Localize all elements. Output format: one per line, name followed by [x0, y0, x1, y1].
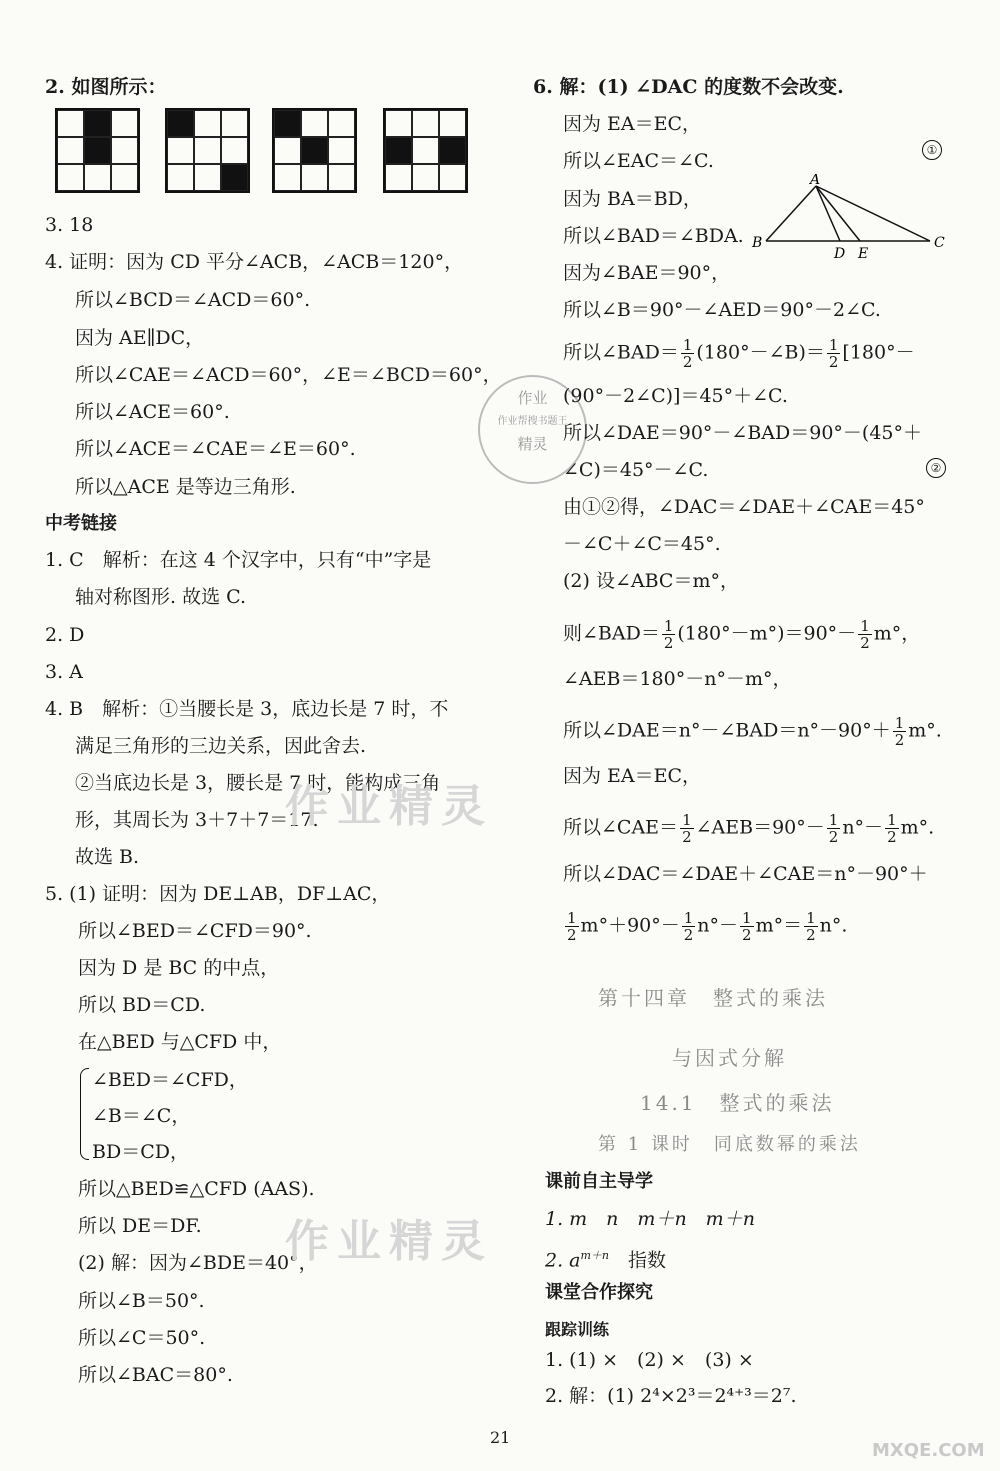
watermark: 作业精灵 — [285, 1216, 493, 1267]
q6-line: (90°－2∠C)]＝45°＋∠C. — [563, 385, 788, 407]
grid-figure-2 — [165, 108, 250, 193]
q4-line: 因为 AE∥DC， — [75, 327, 205, 349]
vertex-label: B — [752, 235, 763, 251]
vertex-label: A — [810, 174, 821, 188]
chapter-title: 第十四章 整式的乘法 — [598, 986, 828, 1010]
q6-line: 所以∠B＝90°－∠AED＝90°－2∠C. — [563, 299, 881, 321]
q5-line: 所以∠BED＝∠CFD＝90°. — [78, 920, 312, 942]
q6-line: 因为 EA＝EC， — [563, 113, 702, 135]
q6-formula: $\frac{1}{2}$ m°＋90°－ $\frac{1}{2}$ n°－ $\frac{1}{2}$ m°＝ $\frac{1}{2}$ n°. — [567, 909, 848, 944]
q6-line: (2) 设∠ABC＝m°， — [563, 570, 739, 592]
q6-formula: 所以∠CAE＝ $\frac{1}{2}$ ∠AEB＝90°－ $\frac{1}{2}$ n°－ $\frac{1}{2}$ m°. — [563, 811, 935, 846]
q5-line: 所以∠BAC＝80°. — [78, 1364, 233, 1386]
q6-line: 所以∠EAC＝∠C. — [563, 150, 714, 172]
q6-line: 所以∠DAE＝90°－∠BAD＝90°－(45°＋ — [563, 422, 923, 444]
lesson-title: 第 1 课时 同底数幂的乘法 — [598, 1134, 861, 1155]
marker-1: ① — [922, 140, 942, 160]
triangle-figure — [748, 174, 948, 264]
q3-answer: 3. 18 — [45, 214, 94, 236]
q4-line: 所以∠CAE＝∠ACD＝60°，∠E＝∠BCD＝60°， — [75, 364, 502, 386]
q2-label: 2. 如图所示： — [45, 76, 167, 98]
q6-line: 因为∠BAE＝90°， — [563, 262, 731, 284]
q4-line: 所以∠BCD＝∠ACD＝60°. — [75, 289, 311, 311]
zk-line: 2. D — [45, 624, 85, 646]
q5-line: ∠BED＝∠CFD， — [92, 1069, 248, 1091]
zk-section-title: 中考链接 — [45, 513, 117, 534]
vertex-label: D — [834, 246, 846, 262]
q6-formula: 则∠BAD＝ $\frac{1}{2}$ (180°－m°)＝90°－ $\frac{1}{2}$ m°， — [563, 617, 921, 652]
q5-line: ∠B＝∠C， — [92, 1105, 191, 1127]
section-title: 14.1 整式的乘法 — [640, 1091, 835, 1115]
q5-line: 所以 DE＝DF. — [78, 1215, 202, 1237]
zk-line: 轴对称图形. 故选 C. — [75, 586, 247, 608]
grid-figure-3 — [272, 108, 357, 193]
q4-line: 4. 证明：因为 CD 平分∠ACB，∠ACB＝120°， — [45, 251, 464, 273]
page-number: 21 — [490, 1428, 511, 1447]
q6-line: －∠C＋∠C＝45°. — [563, 533, 721, 555]
q4-line: 所以△ACE 是等边三角形. — [75, 476, 296, 498]
q5-line: (2) 解：因为∠BDE＝40°， — [78, 1252, 318, 1274]
vertex-label: C — [934, 235, 945, 251]
q6-line: 所以∠DAC＝∠DAE＋∠CAE＝n°－90°＋ — [563, 863, 928, 885]
track-title: 跟踪训练 — [545, 1320, 610, 1339]
pre-answer-1: 1. m n m＋n m＋n — [545, 1208, 755, 1230]
q5-line: 所以∠B＝50°. — [78, 1290, 205, 1312]
q6-line: 由①②得，∠DAC＝∠DAE＋∠CAE＝45° — [563, 496, 925, 518]
corner-watermark: MXQE.COM — [872, 1440, 985, 1461]
q5-line: 在△BED 与△CFD 中， — [78, 1031, 282, 1053]
grid-figure-1 — [55, 108, 140, 193]
zk-line: 3. A — [45, 661, 83, 683]
q6-line: ∠C)＝45°－∠C. — [563, 459, 709, 481]
track-answer-1: 1. (1) × (2) × (3) × — [545, 1349, 754, 1371]
q5-line: 所以△BED≌△CFD (AAS). — [78, 1178, 315, 1200]
q6-line: ∠AEB＝180°－n°－m°， — [563, 668, 792, 690]
grid-figure-4 — [383, 108, 468, 193]
q4-line: 所以∠ACE＝60°. — [75, 401, 230, 423]
q5-line: 所以 BD＝CD. — [78, 994, 206, 1016]
q6-line: 因为 EA＝EC， — [563, 765, 702, 787]
vertex-label: E — [858, 246, 869, 262]
zk-line: ②当底边长是 3，腰长是 7 时，能构成三角 — [75, 772, 441, 794]
pre-answer-2: 2. $a^{m+n}$ 指数 — [545, 1249, 667, 1272]
zk-line: 4. B 解析：①当腰长是 3，底边长是 7 时，不 — [45, 698, 449, 720]
q6-line: 6. 解：(1) ∠DAC 的度数不会改变. — [533, 76, 844, 98]
track-answer-2: 2. 解：(1) 2⁴×2³＝2⁴⁺³＝2⁷. — [545, 1385, 797, 1407]
marker-2: ② — [926, 458, 946, 478]
zk-line: 1. C 解析：在这 4 个汉字中，只有“中”字是 — [45, 549, 432, 571]
q6-formula: 所以∠DAE＝n°－∠BAD＝n°－90°＋ $\frac{1}{2}$ m°. — [563, 714, 942, 749]
q6-line: 因为 BA＝BD， — [563, 188, 702, 210]
q6-line: 所以∠BAD＝∠BDA. — [563, 225, 744, 247]
watermark: 作业精灵 — [285, 781, 493, 832]
q5-line: BD＝CD， — [92, 1141, 189, 1163]
q5-line: 所以∠C＝50°. — [78, 1327, 206, 1349]
pre-section-title: 课前自主导学 — [545, 1171, 653, 1192]
zk-line: 故选 B. — [75, 846, 140, 868]
chapter-subtitle: 与因式分解 — [672, 1046, 787, 1070]
zk-line: 形，其周长为 3＋7＋7＝17. — [75, 809, 319, 831]
zk-line: 满足三角形的三边关系，因此舍去. — [75, 735, 367, 757]
q6-formula: 所以∠BAD＝ $\frac{1}{2}$ (180°－∠B)＝ $\frac{1}{2}$ [180°－ — [563, 336, 915, 371]
coop-section-title: 课堂合作探究 — [545, 1282, 653, 1303]
stamp: 作业 作业帮搜书题王 精灵 — [478, 375, 587, 484]
q5-line: 5. (1) 证明：因为 DE⊥AB，DF⊥AC， — [45, 883, 391, 905]
brace — [80, 1068, 89, 1160]
q4-line: 所以∠ACE＝∠CAE＝∠E＝60°. — [75, 438, 356, 460]
q5-line: 因为 D 是 BC 的中点， — [78, 957, 280, 979]
